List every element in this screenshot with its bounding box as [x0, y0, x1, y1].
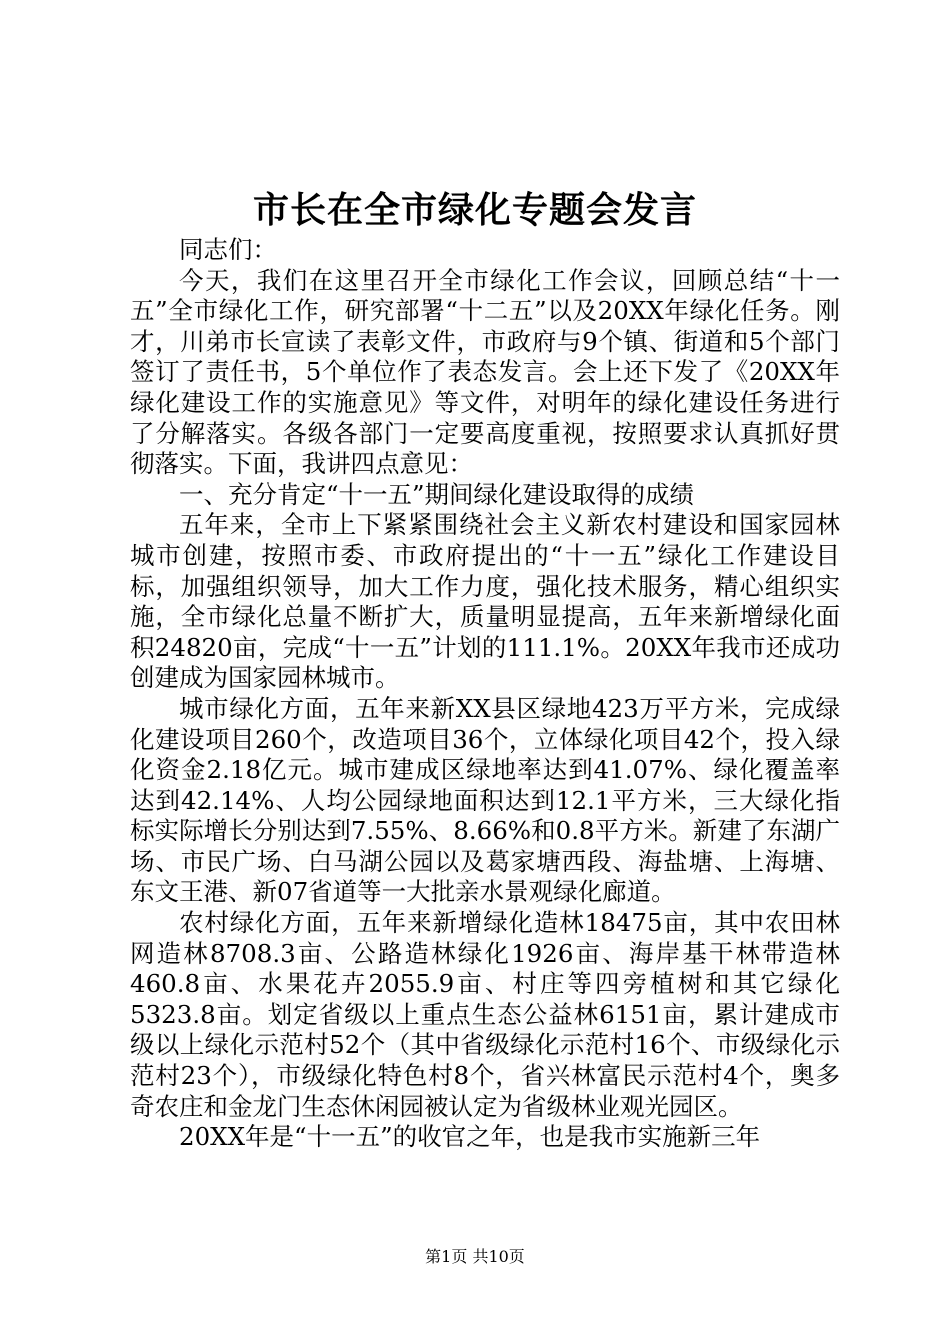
document-title: 市长在全市绿化专题会发言 [252, 189, 697, 231]
intro-paragraph: 今天，我们在这里召开全市绿化工作会议，回顾总结“十一五”全市绿化工作，研究部署“十二五”以及20XX年绿化任务。刚才，川弟市长宣读了表彰文件，市政府与9个镇、街道和5个部门签订了责任书，5个单位作了表态发言。会上还下发了《20XX年绿化建设工作的实施意见》等文件，对明年的绿化建设任务进行了分解落实。各级各部门一定要高度重视，按照要求认真抓好贯彻落实。下面，我讲四点意见： [130, 265, 840, 479]
document-body [130, 235, 840, 1153]
page-footer: 第1页 共10页 [425, 1247, 525, 1266]
urban-greening-paragraph: 城市绿化方面，五年来新XX县区绿地423万平方米，完成绿化建设项目260个，改造项目36个，立体绿化项目42个，投入绿化资金2.18亿元。城市建成区绿地率达到41.07%、绿化覆盖率达到42.14%、人均公园绿地面积达到12.1平方米，三大绿化指标实际增长分别达到7.55%、8.66%和0.8平方米。新建了东湖广场、市民广场、白马湖公园以及葛家塘西段、海盐塘、上海塘、东文王港、新07省道等一大批亲水景观绿化廊道。 [130, 693, 840, 907]
achievements-paragraph: 五年来，全市上下紧紧围绕社会主义新农村建设和国家园林城市创建，按照市委、市政府提出的“十一五”绿化工作建设目标，加强组织领导，加大工作力度，强化技术服务，精心组织实施，全市绿化总量不断扩大，质量明显提高，五年来新增绿化面积24820亩，完成“十一五”计划的111.1%。20XX年我市还成功创建成为国家园林城市。 [130, 510, 840, 693]
rural-greening-paragraph: 农村绿化方面，五年来新增绿化造林18475亩，其中农田林网造林8708.3亩、公路造林绿化1926亩、海岸基干林带造林460.8亩、水果花卉2055.9亩、村庄等四旁植树和其它绿化5323.8亩。划定省级以上重点生态公益林6151亩，累计建成市级以上绿化示范村52个（其中省级绿化示范村16个、市级绿化示范村23个），市级绿化特色村8个，省兴林富民示范村4个，奥多奇农庄和金龙门生态休闲园被认定为省级林业观光园区。 [130, 908, 840, 1121]
section-heading: 一、充分肯定“十一五”期间绿化建设取得的成绩 [179, 479, 695, 509]
salutation-paragraph: 同志们： [179, 235, 277, 264]
closing-paragraph: 20XX年是“十一五”的收官之年，也是我市实施新三年 [179, 1122, 761, 1152]
